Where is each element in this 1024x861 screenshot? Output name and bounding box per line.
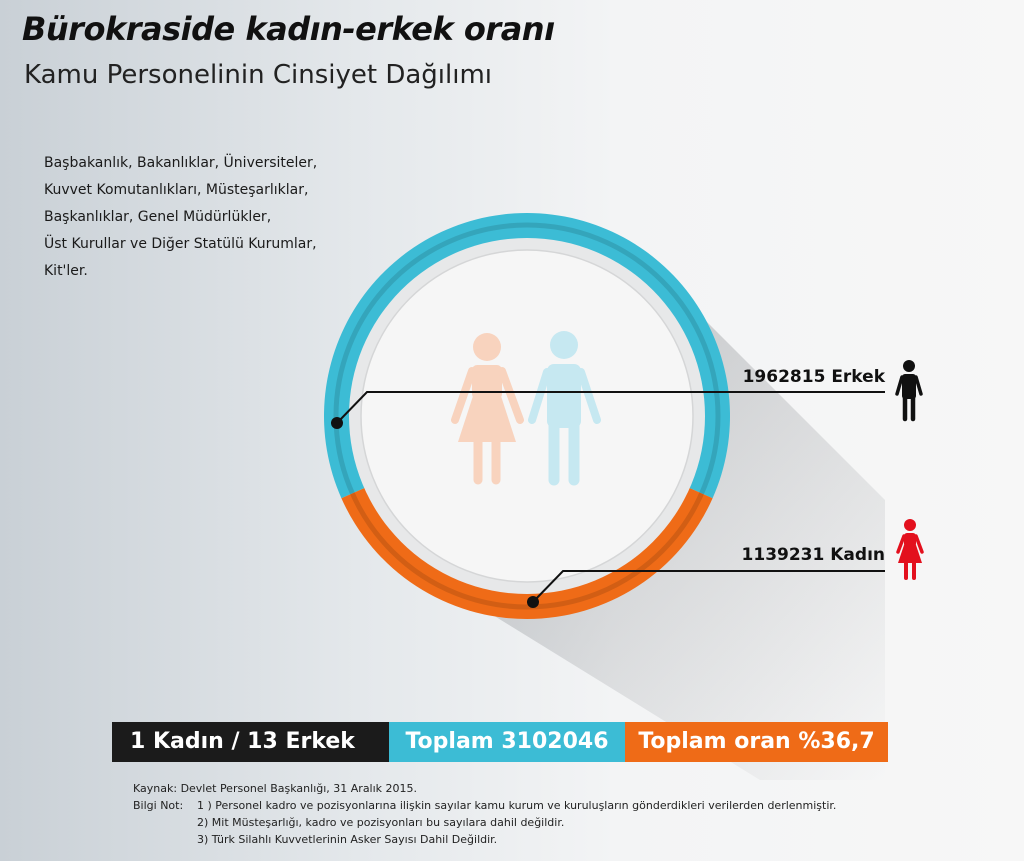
footer-notes [133,780,836,848]
man-icon [897,360,921,419]
note-label: Bilgi Not: [133,799,184,812]
note-item: 2) Mit Müsteşarlığı, kadro ve pozisyonları bu sayılara dahil değildir. [197,816,565,829]
total-cell: Toplam 3102046 [389,722,625,762]
scope-line: Üst Kurullar ve Diğer Statülü Kurumlar, [44,236,317,252]
note-row [133,797,836,814]
source-label: Kaynak: [133,782,178,795]
page-subtitle: Kamu Personelinin Cinsiyet Dağılımı [24,60,492,90]
male-leader-dot [331,417,343,429]
female-slice-label: 1139231 Kadın [741,545,885,565]
female-leader-dot [527,596,539,608]
rate-cell: Toplam oran %36,7 [625,722,888,762]
note-item: 1 ) Personel kadro ve pozisyonlarına ilişkin sayılar kamu kurum ve kuruluşların gönderdikleri verilerden derlenmiştir. [197,799,837,812]
ratio-cell: 1 Kadın / 13 Erkek [112,722,389,762]
male-slice-label: 1962815 Erkek [742,367,885,387]
summary-bar [112,722,888,762]
page-title: Bürokraside kadın-erkek oranı [22,10,555,48]
scope-line: Kit'ler. [44,263,88,279]
scope-line: Kuvvet Komutanlıkları, Müsteşarlıklar, [44,182,309,198]
source-row [133,780,836,797]
scope-line: Başkanlıklar, Genel Müdürlükler, [44,209,272,225]
woman-icon [898,519,922,578]
note-item: 3) Türk Silahlı Kuvvetlerinin Asker Sayısı Dahil Değildir. [197,833,498,846]
chart-inner-disc [361,250,693,582]
scope-line: Başbakanlık, Bakanlıklar, Üniversiteler, [44,155,318,171]
source-text: Devlet Personel Başkanlığı, 31 Aralık 2015. [180,782,418,795]
